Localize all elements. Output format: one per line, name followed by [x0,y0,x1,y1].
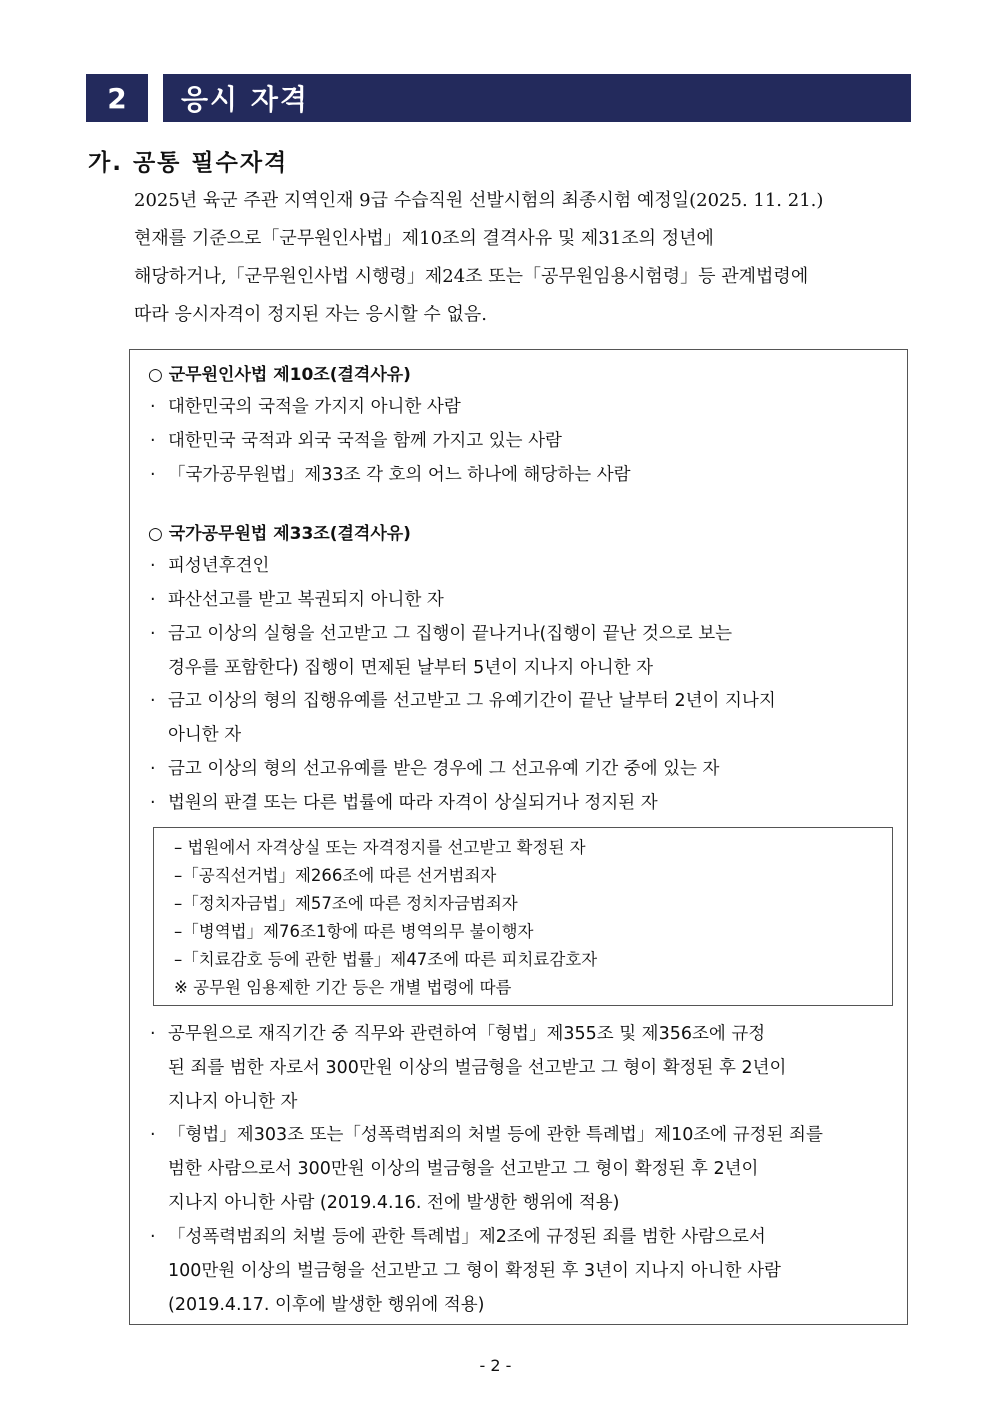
list-item: · 피성년후견인 [150,556,270,576]
section-title: 응시 자격 [163,74,911,122]
page-number: - 2 - [479,1356,512,1375]
note: ※ 공무원 임용제한 기간 등은 개별 법령에 따름 [174,978,512,997]
list-item: · 파산선고를 받고 복권되지 아니한 자 [150,590,444,610]
civil-act-title: ○ 국가공무원법 제33조(결격사유) [148,524,411,544]
sub-item: – 법원에서 자격상실 또는 자격정지를 선고받고 확정된 자 [174,838,586,857]
intro-line: 따라 응시자격이 정지된 자는 응시할 수 없음. [134,304,488,325]
list-item: · 법원의 판결 또는 다른 법률에 따라 자격이 상실되거나 정지된 자 [150,793,658,813]
list-item: · 「형법」제303조 또는「성폭력범죄의 처벌 등에 관한 특례법」제10조에 규정된 죄를 범한 사람으로서 300만원 이상의 벌금형을 선고받고 그 형이 확정된 후 2년이 지나지 아니한 사람 (2019.4.16. 전에 발생한 행위에 적용) [150,1125,823,1213]
section-header [86,74,911,122]
list-item: · 대한민국 국적과 외국 국적을 함께 가지고 있는 사람 [150,431,562,451]
disqualification-box [129,349,908,1325]
sub-item: –「정치자금법」제57조에 따른 정치자금범죄자 [174,894,518,913]
military-act-title: ○ 군무원인사법 제10조(결격사유) [148,365,411,385]
intro-line: 현재를 기준으로「군무원인사법」제10조의 결격사유 및 제31조의 정년에 [134,228,714,249]
sub-item: –「치료감호 등에 관한 법률」제47조에 따른 피치료감호자 [174,950,598,969]
sub-item: –「병역법」제76조1항에 따른 병역의무 불이행자 [174,922,534,941]
sub-item: –「공직선거법」제266조에 따른 선거범죄자 [174,866,497,885]
section-number: 2 [86,74,148,122]
intro-line: 해당하거나,「군무원인사법 시행령」제24조 또는「공무원임용시험령」등 관계법령에 [134,266,809,287]
list-item: · 「성폭력범죄의 처벌 등에 관한 특례법」제2조에 규정된 죄를 범한 사람으로서 100만원 이상의 벌금형을 선고받고 그 형이 확정된 후 3년이 지나지 아니한 사람 (2019.4.17. 이후에 발생한 행위에 적용) [150,1227,781,1315]
intro-paragraph [134,186,910,338]
list-item: · 금고 이상의 실형을 선고받고 그 집행이 끝나거나(집행이 끝난 것으로 보는 경우를 포함한다) 집행이 면제된 날부터 5년이 지나지 아니한 자 [150,624,733,678]
disqualification-subbox [153,827,893,1006]
list-item: · 대한민국의 국적을 가지지 아니한 사람 [150,397,461,417]
list-item: · 「국가공무원법」제33조 각 호의 어느 하나에 해당하는 사람 [150,465,631,485]
sub-heading: 가. 공통 필수자격 [88,150,289,176]
intro-line: 2025년 육군 주관 지역인재 9급 수습직원 선발시험의 최종시험 예정일(2025. 11. 21.) [134,190,824,211]
list-item: · 금고 이상의 형의 선고유예를 받은 경우에 그 선고유예 기간 중에 있는 자 [150,759,720,779]
list-item: · 금고 이상의 형의 집행유예를 선고받고 그 유예기간이 끝난 날부터 2년이 지나지 아니한 자 [150,691,776,745]
list-item: · 공무원으로 재직기간 중 직무와 관련하여「형법」제355조 및 제356조에 규정 된 죄를 범한 자로서 300만원 이상의 벌금형을 선고받고 그 형이 확정된 후 2년이 지나지 아니한 자 [150,1024,787,1112]
